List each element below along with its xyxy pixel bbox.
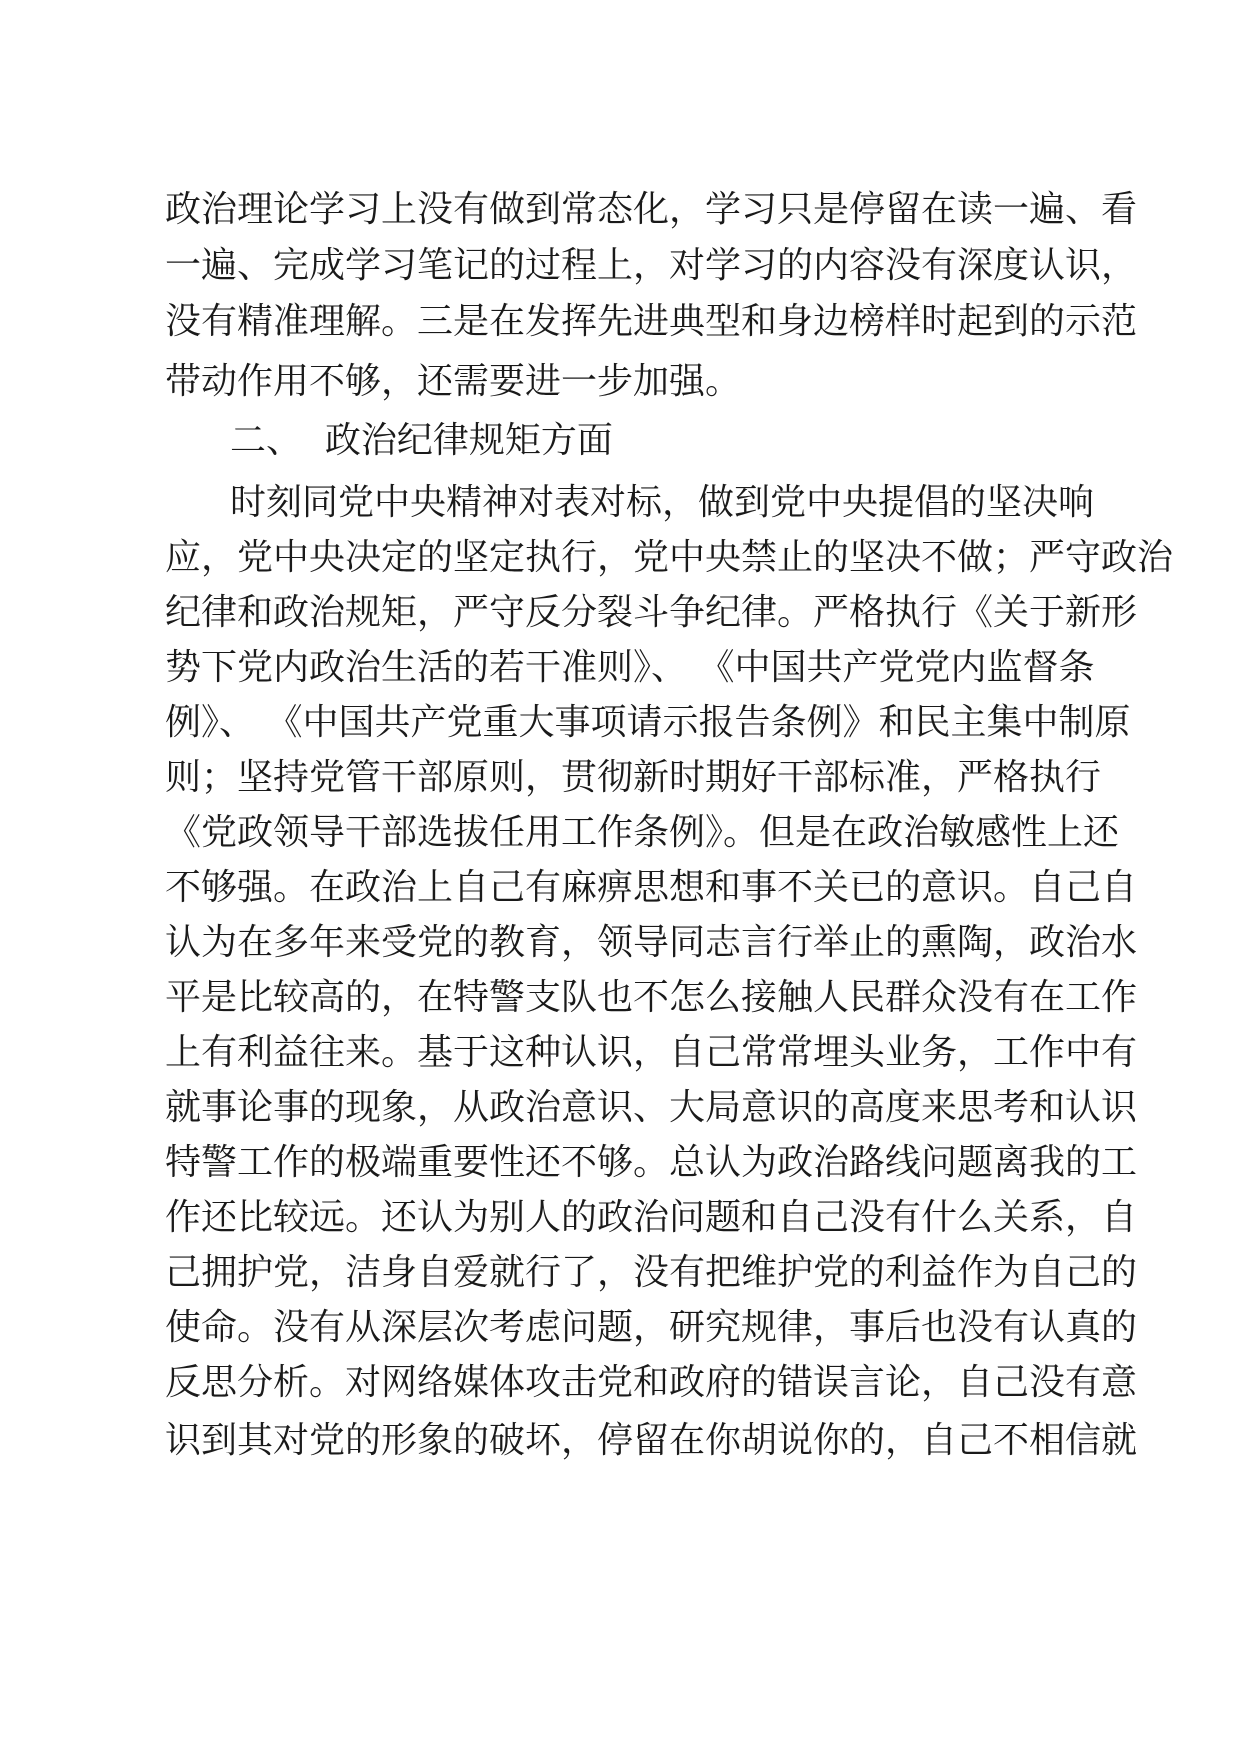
body-text-line: 带动作用不够，还需要进一步加强。	[165, 361, 742, 402]
body-text-line: 就事论事的现象，从政治意识、大局意识的高度来思考和认识	[165, 1087, 1138, 1128]
body-text-line: 没有精准理解。三是在发挥先进典型和身边榜样时起到的示范	[165, 301, 1138, 342]
body-text-line: 使命。没有从深层次考虑问题，研究规律，事后也没有认真的	[165, 1307, 1138, 1348]
body-text-line: 应，党中央决定的坚定执行，党中央禁止的坚决不做；严守政治	[165, 537, 1174, 578]
body-text-line: 己拥护党，洁身自爱就行了，没有把维护党的利益作为自己的	[165, 1252, 1138, 1293]
body-text-line: 例》、 《中国共产党重大事项请示报告条例》和民主集中制原	[165, 702, 1131, 743]
body-text-line: 政治理论学习上没有做到常态化，学习只是停留在读一遍、看	[165, 189, 1138, 230]
body-text-line: 识到其对党的形象的破坏，停留在你胡说你的，自己不相信就	[165, 1420, 1138, 1461]
body-text-line: 纪律和政治规矩，严守反分裂斗争纪律。严格执行《关于新形	[165, 592, 1138, 633]
body-text-line: 则；坚持党管干部原则，贯彻新时期好干部标准，严格执行	[165, 757, 1102, 798]
body-text-line: 时刻同党中央精神对表对标，做到党中央提倡的坚决响	[230, 482, 1095, 523]
body-text-line: 作还比较远。还认为别人的政治问题和自己没有什么关系，自	[165, 1197, 1138, 1238]
body-text-line: 反思分析。对网络媒体攻击党和政府的错误言论，自己没有意	[165, 1362, 1138, 1403]
body-text-line: 特警工作的极端重要性还不够。总认为政治路线问题离我的工	[165, 1142, 1138, 1183]
body-text-line: 势下党内政治生活的若干准则》、 《中国共产党党内监督条	[165, 647, 1095, 688]
body-text-line: 上有利益往来。基于这种认识，自己常常埋头业务，工作中有	[165, 1032, 1138, 1073]
section-heading: 二、 政治纪律规矩方面	[230, 420, 613, 461]
body-text-line: 不够强。在政治上自己有麻痹思想和事不关已的意识。自己自	[165, 867, 1138, 908]
body-text-line: 认为在多年来受党的教育，领导同志言行举止的熏陶，政治水	[165, 922, 1138, 963]
body-text-line: 平是比较高的，在特警支队也不怎么接触人民群众没有在工作	[165, 977, 1138, 1018]
body-text-line: 一遍、完成学习笔记的过程上，对学习的内容没有深度认识，	[165, 245, 1138, 286]
body-text-line: 《党政领导干部选拔任用工作条例》。但是在政治敏感性上还	[165, 812, 1120, 853]
